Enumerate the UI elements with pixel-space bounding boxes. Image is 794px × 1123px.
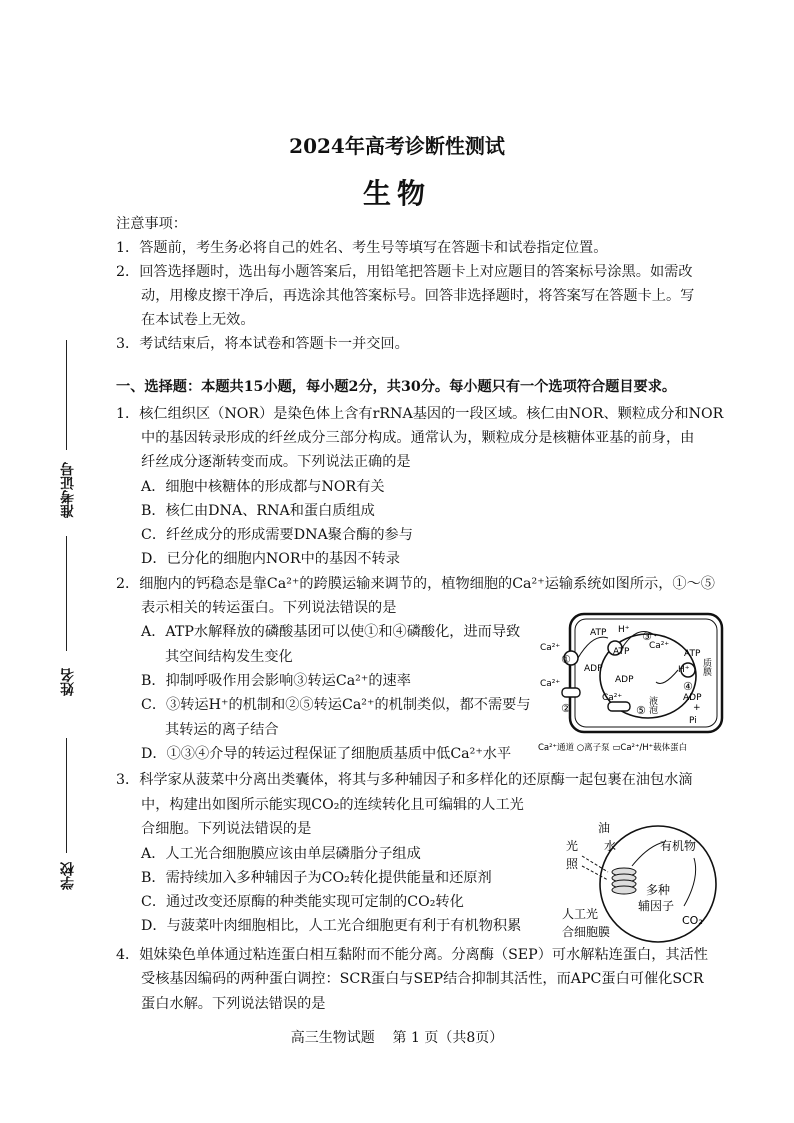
question-stem: 受核基因编码的两种蛋白调控：SCR蛋白与SEP结合抑制其活性，而APC蛋白可催化SCR (141, 971, 704, 987)
notice-line: 3．考试结束后，将本试卷和答题卡一并交回。 (116, 336, 409, 352)
option-c-cont: 其转运的离子结合 (165, 722, 279, 738)
oil-label: 油 (598, 821, 611, 835)
option-a: A．细胞中核糖体的形成都与NOR有关 (141, 479, 385, 495)
arrow (578, 637, 608, 658)
option-c: C．通过改变还原酶的种类能实现可定制的CO₂转化 (141, 894, 464, 910)
label-1: ① (561, 653, 571, 666)
option-b: B．抑制呼吸作用会影响③转运Ca²⁺的速率 (141, 673, 411, 689)
arrow (684, 858, 696, 906)
adp-label: ADP (615, 675, 634, 685)
wall-label: 质膜 (701, 658, 711, 676)
ca-label: Ca²⁺ (602, 693, 623, 703)
light-arrow (582, 866, 608, 880)
question-stem: 表示相关的转运蛋白。下列说法错误的是 (141, 600, 397, 616)
thylakoid-icon (612, 868, 636, 894)
exam-id-label: 准考证号 (60, 462, 76, 518)
cell-label: 人工光 (562, 907, 599, 921)
option-b: B．核仁由DNA、RNA和蛋白质组成 (141, 503, 375, 519)
water-label: 水 (604, 839, 617, 853)
notice-line: 在本试卷上无效。 (141, 312, 255, 328)
question-stem: 3．科学家从菠菜中分离出类囊体，将其与多种辅因子和多样化的还原酶一起包裹在油包水滴 (116, 772, 693, 788)
notice-heading: 注意事项： (116, 216, 187, 232)
option-d: D．①③④介导的转运过程保证了细胞质基质中低Ca²⁺水平 (141, 746, 512, 762)
cell-label: 合细胞膜 (562, 925, 611, 939)
arrow (656, 670, 678, 684)
atp-label: ATP (684, 649, 701, 659)
organic-label: 有机物 (660, 839, 697, 853)
ca-label: Ca²⁺ (540, 643, 561, 653)
question-stem: 1．核仁组织区（NOR）是染色体上含有rRNA基因的一段区域。核仁由NOR、颗粒成分和NOR (116, 406, 724, 422)
ca-label: Ca²⁺ (649, 641, 670, 651)
hplus-label: H⁺ (618, 625, 630, 635)
question-stem: 中，构建出如图所示能实现CO₂的连续转化且可编辑的人工光 (141, 797, 524, 813)
adp-label: ADP (683, 693, 702, 703)
atp-label: ATP (613, 647, 630, 657)
hplus-label: H⁺ (678, 665, 690, 675)
page-footer: 高三生物试题 第 1 页（共8页） (290, 1030, 504, 1046)
carrier-5-icon (608, 702, 630, 711)
subject-title: 生物 (362, 177, 431, 210)
section-heading: 一、选择题：本题共15小题，每小题2分，共30分。每小题只有一个选项符合题目要求。 (116, 379, 677, 395)
notice-line: 动，用橡皮擦干净后，再选涂其他答案标号。回答非选择题时，将答案写在答题卡上。写 (141, 288, 695, 304)
vacuole-label: 液泡 (647, 696, 657, 714)
option-a-cont: 其空间结构发生变化 (165, 649, 293, 665)
name-label: 姓名 (60, 668, 76, 696)
atp-label: ATP (590, 628, 607, 638)
co2-label: CO₂ (682, 914, 703, 927)
question-stem: 蛋白水解。下列说法错误的是 (141, 996, 326, 1012)
label-5: ⑤ (636, 704, 646, 717)
school-label: 学校 (60, 862, 76, 890)
question-stem: 纤丝成分逐渐转变而成。下列说法正确的是 (141, 454, 411, 470)
option-d: D．已分化的细胞内NOR中的基因不转录 (141, 551, 400, 567)
option-b: B．需持续加入多种辅因子为CO₂转化提供能量和还原剂 (141, 870, 492, 886)
label-4: ④ (683, 680, 693, 693)
option-d: D．与菠菜叶肉细胞相比，人工光合细胞更有利于有机物积累 (141, 918, 522, 934)
pi-label: Pi (689, 716, 697, 726)
option-c: C．③转运H⁺的机制和②⑤转运Ca²⁺的机制类似，都不需要与 (141, 697, 531, 713)
notice-line: 1．答题前，考生务必将自己的姓名、考生号等填写在答题卡和试卷指定位置。 (116, 240, 608, 256)
question-stem: 合细胞。下列说法错误的是 (141, 821, 312, 837)
multi-label: 多种 (646, 883, 671, 897)
calcium-transport-figure (538, 608, 774, 758)
side-rule (66, 340, 67, 450)
notice-line: 2．回答选择题时，选出每小题答案后，用铅笔把答题卡上对应题目的答案标号涂黑。如需改 (116, 264, 693, 280)
option-a: A．ATP水解释放的磷酸基团可以使①和④磷酸化，进而导致 (141, 624, 521, 640)
option-a: A．人工光合细胞膜应该由单层磷脂分子组成 (141, 846, 421, 862)
question-stem: 中的基因转录形成的纤丝成分三部分构成。通常认为，颗粒成分是核糖体亚基的前身，由 (141, 430, 695, 446)
exam-title: 2024年高考诊断性测试 (289, 134, 505, 158)
figure-legend: Ca²⁺通道 ○离子泵 ▭Ca²⁺/H⁺载体蛋白 (538, 743, 688, 753)
question-stem: 2．细胞内的钙稳态是靠Ca²⁺的跨膜运输来调节的，植物细胞的Ca²⁺运输系统如图所示，①～⑤ (116, 576, 715, 592)
artificial-cell-figure (560, 818, 740, 946)
light-label: 照 (566, 857, 579, 871)
label-2: ② (561, 702, 571, 715)
plus-label: + (693, 703, 701, 713)
side-rule (66, 536, 67, 651)
light-label: 光 (566, 839, 579, 853)
ca-label: Ca²⁺ (540, 679, 561, 689)
adp-label: ADP (584, 664, 603, 674)
option-c: C．纤丝成分的形成需要DNA聚合酶的参与 (141, 527, 413, 543)
channel-2-icon (562, 688, 580, 697)
cofactor-label: 辅因子 (638, 899, 675, 913)
question-stem: 4．姐妹染色单体通过粘连蛋白相互黏附而不能分离。分离酶（SEP）可水解粘连蛋白，其活性 (116, 947, 708, 963)
side-rule (66, 738, 67, 853)
label-3: ③ (642, 630, 652, 643)
